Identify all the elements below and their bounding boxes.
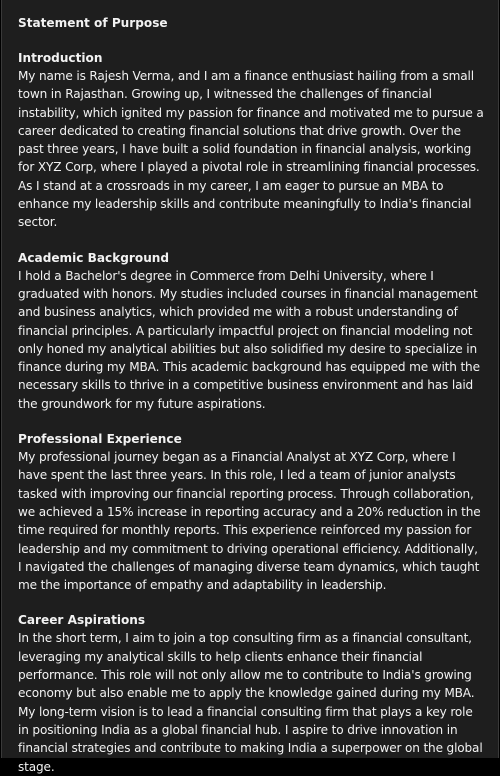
document-page [1,0,499,774]
section-introduction [18,49,484,232]
section-paragraph: My name is Rajesh Verma, and I am a finance enthusiast hailing from a small town in Rajasthan. Growing up, I witnessed the challenges of financial instability, which ignited my passion for finance and motivated me to pursue a career dedicated to creating financial solutions that drive growth. Over the past three years, I have built a solid foundation in financial analysis, working for XYZ Corp, where I played a pivotal role in streamlining financial processes. As I stand at a crossroads in my career, I am eager to pursue an MBA to enhance my leadership skills and contribute meaningfully to India's financial sector. [18,69,484,230]
section-heading: Academic Background [18,250,170,265]
section-paragraph: In the short term, I aim to join a top consulting firm as a financial consultant, leveraging my analytical skills to help clients enhance their financial performance. This role will not only allow me to contribute to India's growing economy but also enable me to apply the knowledge gained during my MBA. My long-term vision is to lead a financial consulting firm that plays a key role in positioning India as a global financial hub. I aspire to drive innovation in financial strategies and contribute to making India a superpower on the global stage. [18,631,483,774]
section-career-aspirations [18,611,484,775]
section-heading: Professional Experience [18,432,182,447]
section-academic-background [18,249,484,413]
section-heading: Career Aspirations [18,613,146,628]
section-professional-experience [18,430,484,594]
section-heading: Introduction [18,51,103,65]
document-title: Statement of Purpose [18,16,168,30]
section-paragraph: I hold a Bachelor's degree in Commerce from Delhi University, where I graduated with honors. My studies included courses in financial management and business analytics, which provided me with a robust understanding of financial principles. A particularly impactful project on financial modeling not only honed my analytical abilities but also solidified my desire to specialize in finance during my MBA. This academic background has equipped me with the necessary skills to thrive in a competitive business environment and has laid the groundwork for my future aspirations. [18,268,480,411]
section-paragraph: My professional journey began as a Financial Analyst at XYZ Corp, where I have spent the last three years. In this role, I led a team of junior analysts tasked with improving our financial reporting process. Through collaboration, we achieved a 15% increase in reporting accuracy and a 20% reduction in the time required for monthly reports. This experience reinforced my passion for leadership and my commitment to driving operational efficiency. Additionally, I navigated the challenges of managing diverse team dynamics, which taught me the importance of empathy and adaptability in leadership. [18,450,481,593]
